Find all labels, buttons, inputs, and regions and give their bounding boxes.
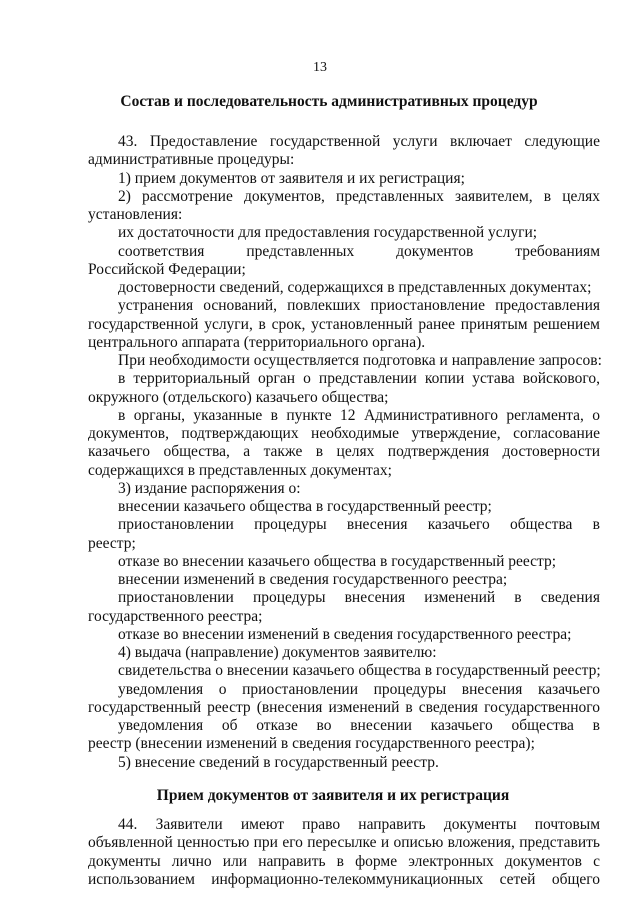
- text-line: реестр (внесении изменений в сведения государственного реестра);: [88, 735, 535, 753]
- text-line: реестр;: [88, 534, 136, 552]
- text-line: в территориальный орган о представлении копии устава войскового,: [118, 370, 600, 388]
- text-line: 4) выдача (направление) документов заявителю:: [118, 644, 437, 661]
- text-line: Российской Федерации;: [88, 260, 246, 278]
- text-line: внесении изменений в сведения государственного реестра;: [118, 571, 508, 588]
- text-line: использованием информационно-телекоммуникационных сетей общего: [88, 870, 600, 888]
- text-line: 1) прием документов от заявителя и их регистрация;: [118, 169, 465, 187]
- section-body-procedures: [88, 133, 600, 772]
- text-line: государственный реестр (внесения изменений в сведения государственного: [88, 698, 600, 716]
- text-line: свидетельства о внесении казачьего общества в государственный реестр;: [118, 662, 601, 680]
- text-line: внесении казачьего общества в государственный реестр;: [118, 498, 492, 515]
- text-line: 2) рассмотрение документов, представленных заявителем, в целях: [118, 187, 600, 205]
- text-line: устранения оснований, повлекших приостановление предоставления: [118, 297, 600, 315]
- text-line: При необходимости осуществляется подготовка и направление запросов:: [118, 352, 602, 369]
- text-line: уведомления о приостановлении процедуры внесения казачьего: [118, 680, 600, 698]
- section-heading-document-intake: Прием документов от заявителя и их регистрация: [156, 787, 510, 804]
- text-line: казачьего общества, а также в целях подтверждения достоверности: [88, 443, 600, 461]
- text-line: отказе во внесении казачьего общества в государственный реестр;: [118, 552, 557, 570]
- text-line: в органы, указанные в пункте 12 Административного регламента, о: [118, 406, 600, 424]
- text-line: уведомления об отказе во внесении казачьего общества в: [118, 717, 600, 734]
- text-line: объявленной ценностью при его пересылке и описью вложения, представить: [88, 834, 600, 852]
- text-line: достоверности сведений, содержащихся в представленных документах;: [118, 279, 592, 296]
- text-line: документов, подтверждающих необходимые утверждение, согласование: [88, 425, 600, 442]
- text-line: приостановлении процедуры внесения изменений в сведения: [118, 589, 600, 607]
- text-line: содержащихся в представленных документах;: [88, 461, 392, 479]
- section-body-document-intake: [88, 816, 600, 889]
- text-line: отказе во внесении изменений в сведения государственного реестра;: [118, 625, 572, 643]
- text-line: окружного (отдельского) казачьего общества;: [88, 388, 389, 406]
- text-line: их достаточности для предоставления государственной услуги;: [118, 224, 538, 242]
- text-line: установления:: [88, 206, 183, 223]
- text-line: соответствия представленных документов требованиям: [118, 242, 600, 260]
- text-line: 3) издание распоряжения о:: [118, 479, 301, 497]
- text-line: 44. Заявители имеют право направить документы почтовым: [118, 816, 600, 833]
- section-heading-procedures: Состав и последовательность административных процедур: [120, 93, 538, 110]
- text-line: государственного реестра;: [88, 607, 263, 625]
- text-line: приостановлении процедуры внесения казачьего общества в: [118, 516, 600, 534]
- text-line: государственной услуги, в срок, установленный ранее принятым решением: [88, 315, 600, 333]
- text-line: 43. Предоставление государственной услуги включает следующие: [118, 133, 600, 150]
- text-line: 5) внесение сведений в государственный реестр.: [118, 753, 439, 771]
- text-line: документы лично или направить в форме электронных документов с: [88, 852, 600, 870]
- page-number: 13: [313, 60, 327, 75]
- text-line: административные процедуры:: [88, 151, 295, 169]
- text-line: центрального аппарата (территориального органа).: [88, 333, 426, 351]
